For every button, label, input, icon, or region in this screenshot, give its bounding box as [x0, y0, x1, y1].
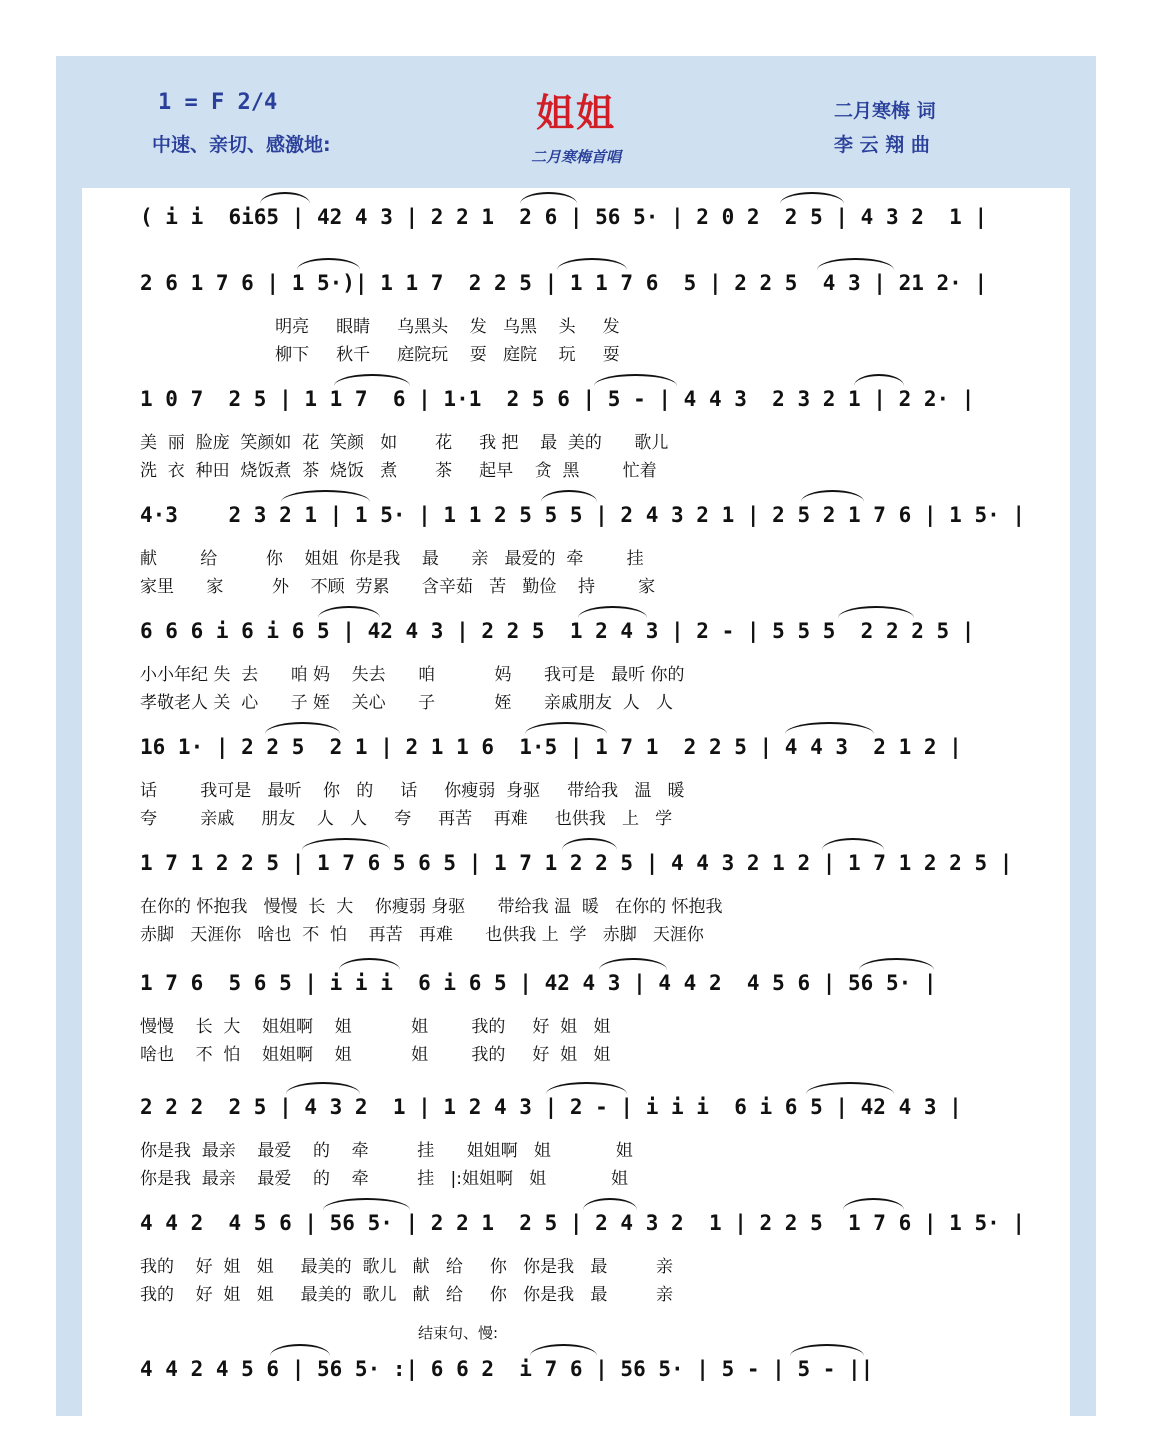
ending-label: 结束句、慢:	[418, 1324, 499, 1342]
tempo-marking: 中速、亲切、感激地:	[152, 134, 331, 156]
lyric-verse-2: 洗 衣 种田 烧饭煮 茶 烧饭 煮 茶 起早 贪 黑 忙着	[140, 461, 657, 481]
notation-line: 1 7 1 2 2 5 | 1 7 6 5 6 5 | 1 7 1 2 2 5 | 4 4 3 2 1 2 | 1 7 1 2 2 5 |	[140, 851, 1013, 875]
notation-line: 2 2 2 2 5 | 4 3 2 1 | 1 2 4 3 | 2 - | i i i 6 i 6 5 | 42 4 3 |	[140, 1095, 962, 1119]
lyric-verse-2: 赤脚 天涯你 啥也 不 怕 再苦 再难 也供我 上 学 赤脚 天涯你	[140, 925, 704, 945]
notation-line: 1 0 7 2 5 | 1 1 7 6 | 1·1 2 5 6 | 5 - | 4 4 3 2 3 2 1 | 2 2· |	[140, 387, 975, 411]
composer-credit: 李 云 翔 曲	[834, 134, 930, 156]
lyric-verse-1: 话 我可是 最听 你 的 话 你瘦弱 身驱 带给我 温 暖	[140, 781, 685, 801]
lyric-verse-2: 孝敬老人 关 心 子 姪 关心 子 姪 亲戚朋友 人 人	[140, 693, 673, 713]
lyric-verse-1: 你是我 最亲 最爱 的 牵 挂 姐姐啊 姐 姐	[140, 1141, 633, 1161]
notation-line: 4 4 2 4 5 6 | 56 5· :| 6 6 2 i 7 6 | 56 5· | 5 - | 5 - ||	[140, 1357, 874, 1381]
notation-line: 6 6 6 i 6 i 6 5 | 42 4 3 | 2 2 5 1 2 4 3 | 2 - | 5 5 5 2 2 2 5 |	[140, 619, 975, 643]
lyric-verse-2: 夸 亲戚 朋友 人 人 夸 再苦 再难 也供我 上 学	[140, 809, 673, 829]
singer-credit: 二月寒梅首唱	[530, 148, 621, 166]
lyric-verse-2: 家里 家 外 不顾 劳累 含辛茹 苦 勤俭 持 家	[140, 577, 656, 597]
lyric-verse-1: 在你的 怀抱我 慢慢 长 大 你瘦弱 身驱 带给我 温 暖 在你的 怀抱我	[140, 897, 723, 917]
lyric-verse-2: 我的 好 姐 姐 最美的 歌儿 献 给 你 你是我 最 亲	[140, 1285, 673, 1305]
lyric-verse-2: 你是我 最亲 最爱 的 牵 挂 |:姐姐啊 姐 姐	[140, 1169, 629, 1189]
lyric-verse-1: 小小年纪 失 去 咱 妈 失去 咱 妈 我可是 最听 你的	[140, 665, 685, 685]
lyric-verse-1: 我的 好 姐 姐 最美的 歌儿 献 给 你 你是我 最 亲	[140, 1257, 673, 1277]
song-title: 姐姐	[535, 90, 616, 135]
notation-line: 2 6 1 7 6 | 1 5·)| 1 1 7 2 2 5 | 1 1 7 6 5 | 2 2 5 4 3 | 21 2· |	[140, 271, 988, 295]
notation-line: 16 1· | 2 2 5 2 1 | 2 1 1 6 1·5 | 1 7 1 2 2 5 | 4 4 3 2 1 2 |	[140, 735, 962, 759]
lyric-verse-1: 美 丽 脸庞 笑颜如 花 笑颜 如 花 我 把 最 美的 歌儿	[140, 433, 669, 453]
lyric-verse-1: 慢慢 长 大 姐姐啊 姐 姐 我的 好 姐 姐	[140, 1017, 611, 1037]
notation-line: 1 7 6 5 6 5 | i i i 6 i 6 5 | 42 4 3 | 4 4 2 4 5 6 | 56 5· |	[140, 971, 937, 995]
lyric-verse-1: 献 给 你 姐姐 你是我 最 亲 最爱的 牵 挂	[140, 549, 644, 569]
lyricist-credit: 二月寒梅 词	[834, 100, 936, 122]
lyric-verse-2: 啥也 不 怕 姐姐啊 姐 姐 我的 好 姐 姐	[140, 1045, 611, 1065]
lyric-verse-1: 明亮 眼睛 乌黑头 发 乌黑 头 发	[140, 317, 620, 337]
notation-line: ( i i 6i65 | 42 4 3 | 2 2 1 2 6 | 56 5· | 2 0 2 2 5 | 4 3 2 1 |	[140, 205, 988, 229]
notation-line: 4 4 2 4 5 6 | 56 5· | 2 2 1 2 5 | 2 4 3 2 1 | 2 2 5 1 7 6 | 1 5· |	[140, 1211, 1026, 1235]
key-signature: 1 = F 2/4	[158, 90, 278, 115]
notation-line: 4·3 2 3 2 1 | 1 5· | 1 1 2 5 5 5 | 2 4 3 2 1 | 2 5 2 1 7 6 | 1 5· |	[140, 503, 1026, 527]
lyric-verse-2: 柳下 秋千 庭院玩 耍 庭院 玩 耍	[140, 345, 620, 365]
